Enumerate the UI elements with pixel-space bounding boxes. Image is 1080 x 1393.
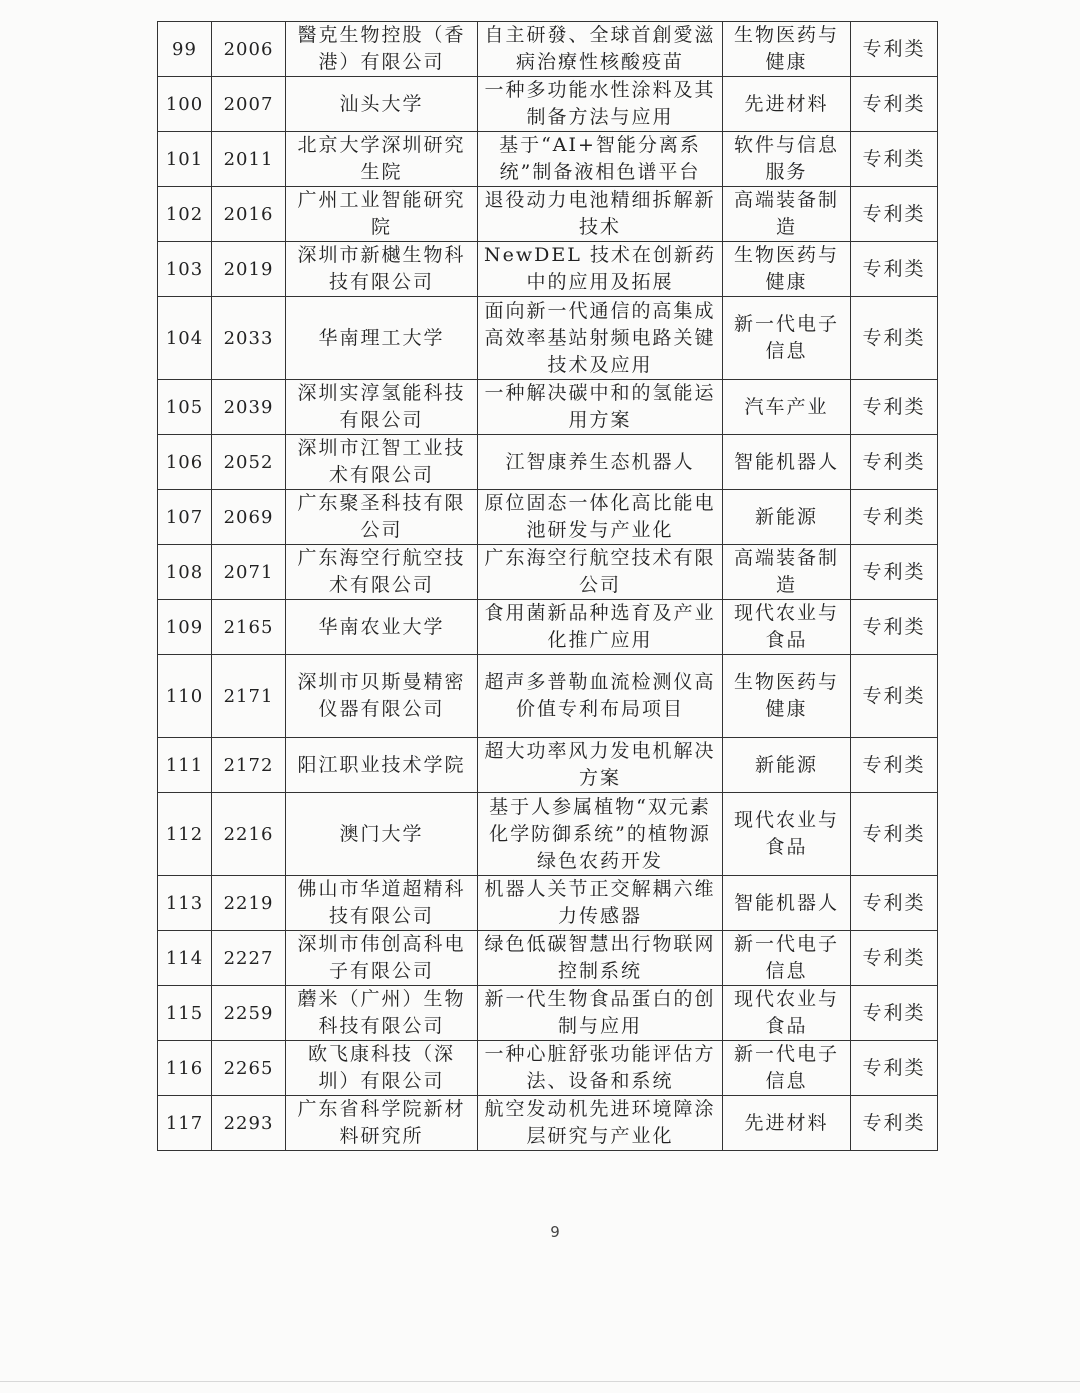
cell-seq: 103 bbox=[158, 242, 212, 297]
cell-industry: 生物医药与健康 bbox=[723, 242, 851, 297]
cell-category: 专利类 bbox=[851, 655, 938, 738]
table-row bbox=[158, 77, 938, 132]
cell-applicant: 醫克生物控股（香港）有限公司 bbox=[286, 22, 478, 77]
table-row bbox=[158, 297, 938, 380]
cell-applicant: 华南理工大学 bbox=[286, 297, 478, 380]
cell-applicant: 澳门大学 bbox=[286, 793, 478, 876]
cell-applicant: 深圳市贝斯曼精密仪器有限公司 bbox=[286, 655, 478, 738]
cell-seq: 113 bbox=[158, 876, 212, 931]
cell-project: 自主研發、全球首創愛滋病治療性核酸疫苗 bbox=[478, 22, 723, 77]
cell-applicant: 深圳市伟创高科电子有限公司 bbox=[286, 931, 478, 986]
cell-seq: 116 bbox=[158, 1041, 212, 1096]
cell-project: 广东海空行航空技术有限公司 bbox=[478, 545, 723, 600]
cell-project: 一种心脏舒张功能评估方法、设备和系统 bbox=[478, 1041, 723, 1096]
cell-category: 专利类 bbox=[851, 1041, 938, 1096]
cell-industry: 高端装备制造 bbox=[723, 187, 851, 242]
table-row bbox=[158, 655, 938, 738]
cell-seq: 104 bbox=[158, 297, 212, 380]
cell-seq: 106 bbox=[158, 435, 212, 490]
page-number: 9 bbox=[550, 1223, 560, 1241]
table-row bbox=[158, 1041, 938, 1096]
cell-project: 一种解决碳中和的氢能运用方案 bbox=[478, 380, 723, 435]
cell-applicant: 华南农业大学 bbox=[286, 600, 478, 655]
cell-applicant: 广东聚圣科技有限公司 bbox=[286, 490, 478, 545]
cell-id: 2216 bbox=[212, 793, 286, 876]
cell-id: 2033 bbox=[212, 297, 286, 380]
cell-industry: 新一代电子信息 bbox=[723, 931, 851, 986]
table-row bbox=[158, 380, 938, 435]
cell-id: 2019 bbox=[212, 242, 286, 297]
cell-id: 2006 bbox=[212, 22, 286, 77]
cell-industry: 新能源 bbox=[723, 490, 851, 545]
table-row bbox=[158, 738, 938, 793]
cell-project: 超声多普勒血流检测仪高价值专利布局项目 bbox=[478, 655, 723, 738]
table-row bbox=[158, 132, 938, 187]
cell-project: 航空发动机先进环境障涂层研究与产业化 bbox=[478, 1096, 723, 1151]
cell-id: 2172 bbox=[212, 738, 286, 793]
cell-project: 原位固态一体化高比能电池研发与产业化 bbox=[478, 490, 723, 545]
cell-industry: 新一代电子信息 bbox=[723, 1041, 851, 1096]
cell-industry: 智能机器人 bbox=[723, 435, 851, 490]
cell-id: 2039 bbox=[212, 380, 286, 435]
table-row bbox=[158, 931, 938, 986]
cell-seq: 112 bbox=[158, 793, 212, 876]
cell-seq: 109 bbox=[158, 600, 212, 655]
table-row bbox=[158, 490, 938, 545]
cell-category: 专利类 bbox=[851, 22, 938, 77]
cell-category: 专利类 bbox=[851, 545, 938, 600]
cell-applicant: 广州工业智能研究院 bbox=[286, 187, 478, 242]
cell-id: 2016 bbox=[212, 187, 286, 242]
cell-industry: 先进材料 bbox=[723, 1096, 851, 1151]
cell-id: 2165 bbox=[212, 600, 286, 655]
cell-industry: 汽车产业 bbox=[723, 380, 851, 435]
table-row bbox=[158, 22, 938, 77]
cell-applicant: 深圳市新樾生物科技有限公司 bbox=[286, 242, 478, 297]
scan-edge-line bbox=[0, 1381, 1080, 1382]
cell-category: 专利类 bbox=[851, 297, 938, 380]
cell-seq: 110 bbox=[158, 655, 212, 738]
cell-applicant: 北京大学深圳研究生院 bbox=[286, 132, 478, 187]
cell-applicant: 阳江职业技术学院 bbox=[286, 738, 478, 793]
cell-category: 专利类 bbox=[851, 793, 938, 876]
cell-project: 基于“AI+智能分离系统”制备液相色谱平台 bbox=[478, 132, 723, 187]
cell-industry: 新能源 bbox=[723, 738, 851, 793]
cell-id: 2265 bbox=[212, 1041, 286, 1096]
cell-seq: 114 bbox=[158, 931, 212, 986]
cell-id: 2071 bbox=[212, 545, 286, 600]
cell-industry: 软件与信息服务 bbox=[723, 132, 851, 187]
cell-project: 退役动力电池精细拆解新技术 bbox=[478, 187, 723, 242]
table-row bbox=[158, 793, 938, 876]
table-row bbox=[158, 187, 938, 242]
cell-applicant: 广东省科学院新材料研究所 bbox=[286, 1096, 478, 1151]
cell-industry: 先进材料 bbox=[723, 77, 851, 132]
cell-seq: 108 bbox=[158, 545, 212, 600]
cell-project: 绿色低碳智慧出行物联网控制系统 bbox=[478, 931, 723, 986]
cell-category: 专利类 bbox=[851, 77, 938, 132]
cell-industry: 新一代电子信息 bbox=[723, 297, 851, 380]
cell-category: 专利类 bbox=[851, 490, 938, 545]
cell-category: 专利类 bbox=[851, 187, 938, 242]
cell-industry: 现代农业与食品 bbox=[723, 793, 851, 876]
cell-category: 专利类 bbox=[851, 600, 938, 655]
cell-category: 专利类 bbox=[851, 242, 938, 297]
cell-seq: 101 bbox=[158, 132, 212, 187]
cell-industry: 智能机器人 bbox=[723, 876, 851, 931]
cell-seq: 107 bbox=[158, 490, 212, 545]
cell-id: 2259 bbox=[212, 986, 286, 1041]
cell-seq: 117 bbox=[158, 1096, 212, 1151]
cell-id: 2293 bbox=[212, 1096, 286, 1151]
table-row bbox=[158, 242, 938, 297]
cell-project: NewDEL 技术在创新药中的应用及拓展 bbox=[478, 242, 723, 297]
table-body bbox=[158, 22, 938, 1151]
cell-applicant: 深圳实淳氢能科技有限公司 bbox=[286, 380, 478, 435]
cell-project: 基于人参属植物“双元素化学防御系统”的植物源绿色农药开发 bbox=[478, 793, 723, 876]
cell-seq: 100 bbox=[158, 77, 212, 132]
cell-applicant: 佛山市华道超精科技有限公司 bbox=[286, 876, 478, 931]
cell-category: 专利类 bbox=[851, 986, 938, 1041]
table-row bbox=[158, 435, 938, 490]
cell-seq: 99 bbox=[158, 22, 212, 77]
cell-project: 机器人关节正交解耦六维力传感器 bbox=[478, 876, 723, 931]
cell-project: 食用菌新品种选育及产业化推广应用 bbox=[478, 600, 723, 655]
cell-category: 专利类 bbox=[851, 380, 938, 435]
cell-category: 专利类 bbox=[851, 738, 938, 793]
cell-id: 2007 bbox=[212, 77, 286, 132]
cell-industry: 生物医药与健康 bbox=[723, 22, 851, 77]
cell-id: 2011 bbox=[212, 132, 286, 187]
cell-category: 专利类 bbox=[851, 931, 938, 986]
cell-industry: 现代农业与食品 bbox=[723, 600, 851, 655]
cell-industry: 高端装备制造 bbox=[723, 545, 851, 600]
cell-id: 2052 bbox=[212, 435, 286, 490]
table-row bbox=[158, 545, 938, 600]
cell-category: 专利类 bbox=[851, 132, 938, 187]
cell-id: 2227 bbox=[212, 931, 286, 986]
table-row bbox=[158, 1096, 938, 1151]
table-row bbox=[158, 986, 938, 1041]
table-row bbox=[158, 876, 938, 931]
cell-id: 2171 bbox=[212, 655, 286, 738]
cell-seq: 111 bbox=[158, 738, 212, 793]
cell-seq: 115 bbox=[158, 986, 212, 1041]
cell-id: 2069 bbox=[212, 490, 286, 545]
cell-project: 面向新一代通信的高集成高效率基站射频电路关键技术及应用 bbox=[478, 297, 723, 380]
cell-project: 超大功率风力发电机解决方案 bbox=[478, 738, 723, 793]
cell-industry: 现代农业与食品 bbox=[723, 986, 851, 1041]
cell-applicant: 蘑米（广州）生物科技有限公司 bbox=[286, 986, 478, 1041]
cell-project: 江智康养生态机器人 bbox=[478, 435, 723, 490]
cell-seq: 105 bbox=[158, 380, 212, 435]
cell-applicant: 广东海空行航空技术有限公司 bbox=[286, 545, 478, 600]
cell-project: 一种多功能水性涂料及其制备方法与应用 bbox=[478, 77, 723, 132]
cell-applicant: 深圳市江智工业技术有限公司 bbox=[286, 435, 478, 490]
cell-category: 专利类 bbox=[851, 435, 938, 490]
cell-project: 新一代生物食品蛋白的创制与应用 bbox=[478, 986, 723, 1041]
cell-industry: 生物医药与健康 bbox=[723, 655, 851, 738]
table-row bbox=[158, 600, 938, 655]
cell-seq: 102 bbox=[158, 187, 212, 242]
cell-category: 专利类 bbox=[851, 876, 938, 931]
cell-id: 2219 bbox=[212, 876, 286, 931]
cell-applicant: 欧飞康科技（深圳）有限公司 bbox=[286, 1041, 478, 1096]
cell-category: 专利类 bbox=[851, 1096, 938, 1151]
cell-applicant: 汕头大学 bbox=[286, 77, 478, 132]
project-table bbox=[157, 21, 938, 1151]
